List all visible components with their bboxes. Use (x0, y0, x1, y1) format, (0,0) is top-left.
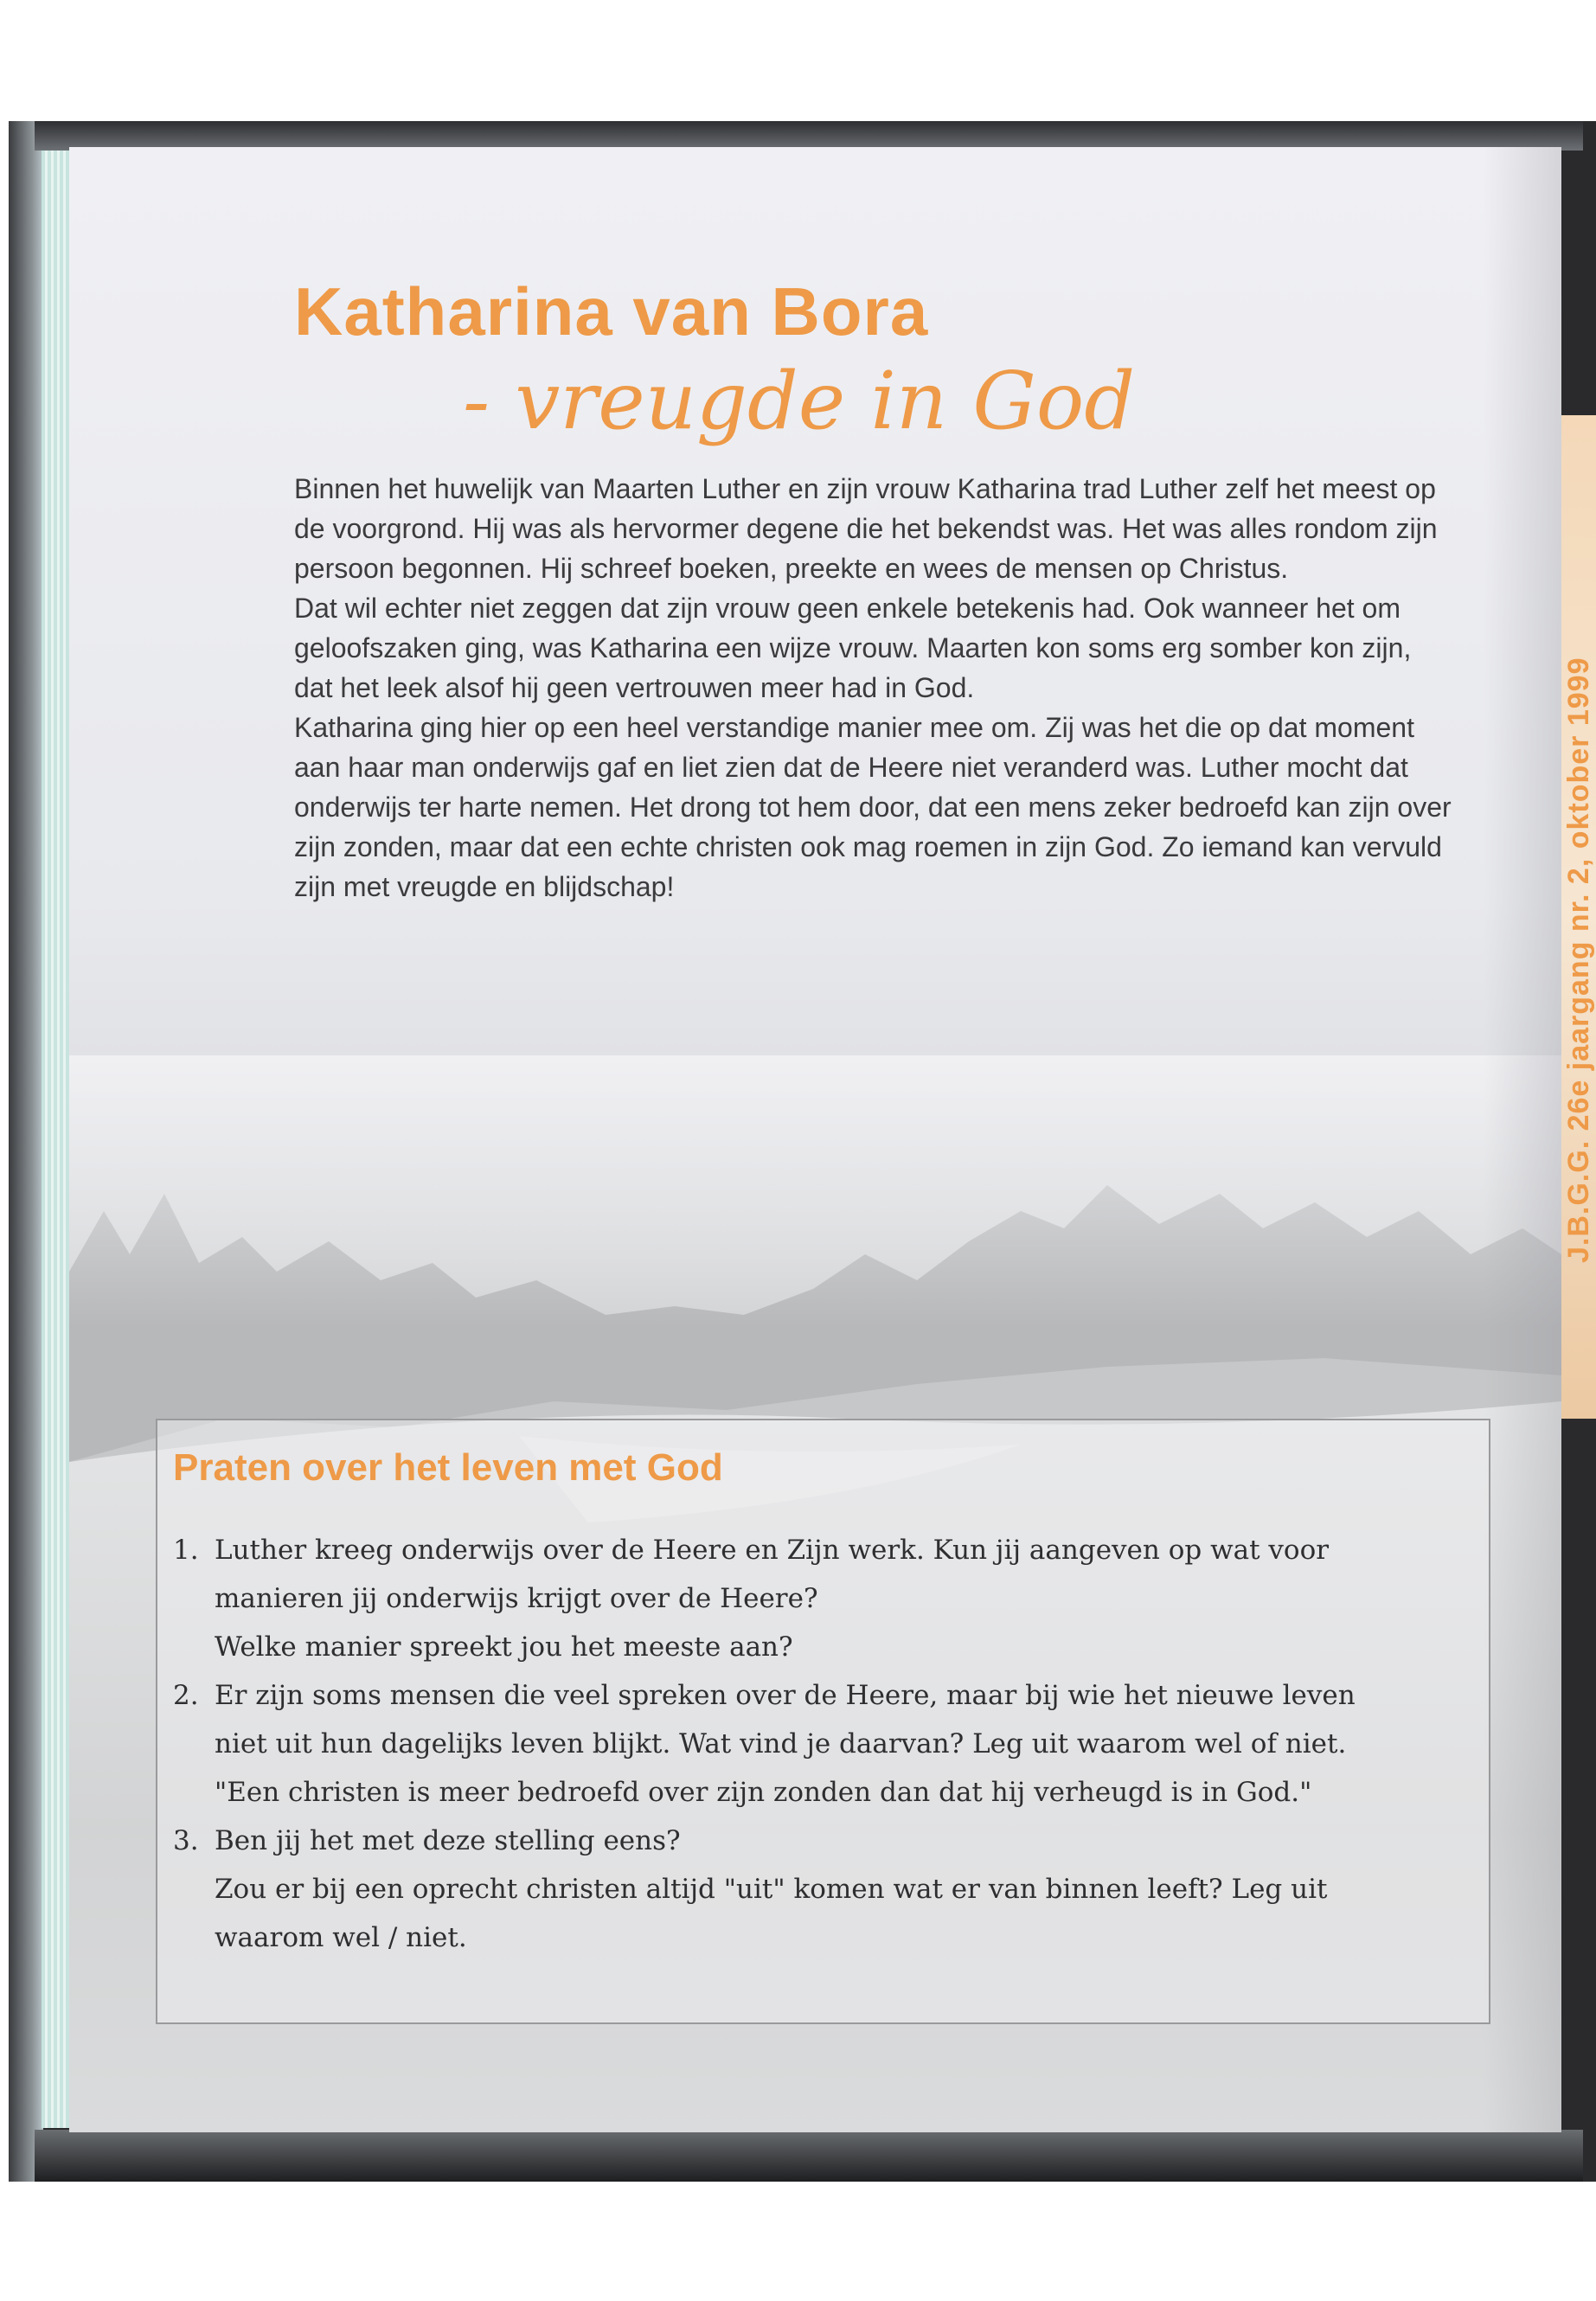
discussion-box (156, 1419, 1490, 2024)
question-item (173, 1671, 1471, 1817)
question-line: waarom wel / niet. (215, 1922, 467, 1953)
article-paragraph: Dat wil echter niet zeggen dat zijn vrouw geen enkele betekenis had. Ook wanneer het om geloofszaken ging, was Katharina een wijze vrouw. Maarten kon soms erg somber kon zijn, dat het leek alsof hij geen vertrouwen meer had in God. (294, 593, 1412, 703)
question-line: niet uit hun dagelijks leven blijkt. Wat vind je daarvan? Leg uit waarom wel of niet. (215, 1728, 1347, 1759)
magazine-page (69, 147, 1561, 2132)
question-item (173, 1526, 1471, 1671)
issue-label: J.B.G.G. 26e jaargang nr. 2, oktober 1999 (1562, 657, 1595, 1263)
article-paragraph: Katharina ging hier op een heel verstandige manier mee om. Zij was het die op dat moment aan haar man onderwijs gaf en liet zien dat de Heere niet veranderd was. Luther mocht dat onderwijs ter harte nemen. Het drong tot hem door, dat een mens zeker bedroefd kan zijn over zijn zonden, maar dat een echte christen ook mag roemen in zijn God. Zo iemand kan vervuld zijn met vreugde en blijdschap! (294, 712, 1452, 902)
question-list (173, 1526, 1471, 1962)
question-line: Luther kreeg onderwijs over de Heere en Zijn werk. Kun jij aangeven op wat voor (215, 1535, 1330, 1566)
article-body (294, 469, 1453, 907)
question-number: 2. (173, 1680, 199, 1711)
question-item (173, 1817, 1471, 1962)
question-number: 3. (173, 1825, 199, 1856)
question-line: Welke manier spreekt jou het meeste aan? (215, 1631, 793, 1663)
question-line: "Een christen is meer bedroefd over zijn zonden dan dat hij verheugd is in God." (215, 1777, 1312, 1808)
question-line: Ben jij het met deze stelling eens? (215, 1825, 681, 1856)
book-spine-edge (9, 121, 43, 2182)
discussion-title: Praten over het leven met God (173, 1446, 723, 1489)
question-line: manieren jij onderwijs krijgt over de Heere? (215, 1583, 818, 1614)
question-line: Er zijn soms mensen die veel spreken over de Heere, maar bij wie het nieuwe leven (215, 1680, 1356, 1711)
article-title: Katharina van Bora (294, 273, 929, 349)
page-gutter-shadow (1484, 147, 1561, 2132)
page-stack-edges (42, 138, 71, 2128)
article-paragraph: Binnen het huwelijk van Maarten Luther en zijn vrouw Katharina trad Luther zelf het meest op de voorgrond. Hij was als hervormer degene die het bekendst was. Het was alles rondom zijn persoon begonnen. Hij schreef boeken, preekte en wees de mensen op Christus. (294, 473, 1438, 584)
book-bottom-edge (35, 2130, 1583, 2182)
question-number: 1. (173, 1535, 199, 1566)
article-subtitle: - vreugde in God (463, 355, 1136, 447)
book-top-edge (35, 121, 1583, 151)
question-line: Zou er bij een oprecht christen altijd "uit" komen wat er van binnen leeft? Leg uit (215, 1874, 1328, 1905)
